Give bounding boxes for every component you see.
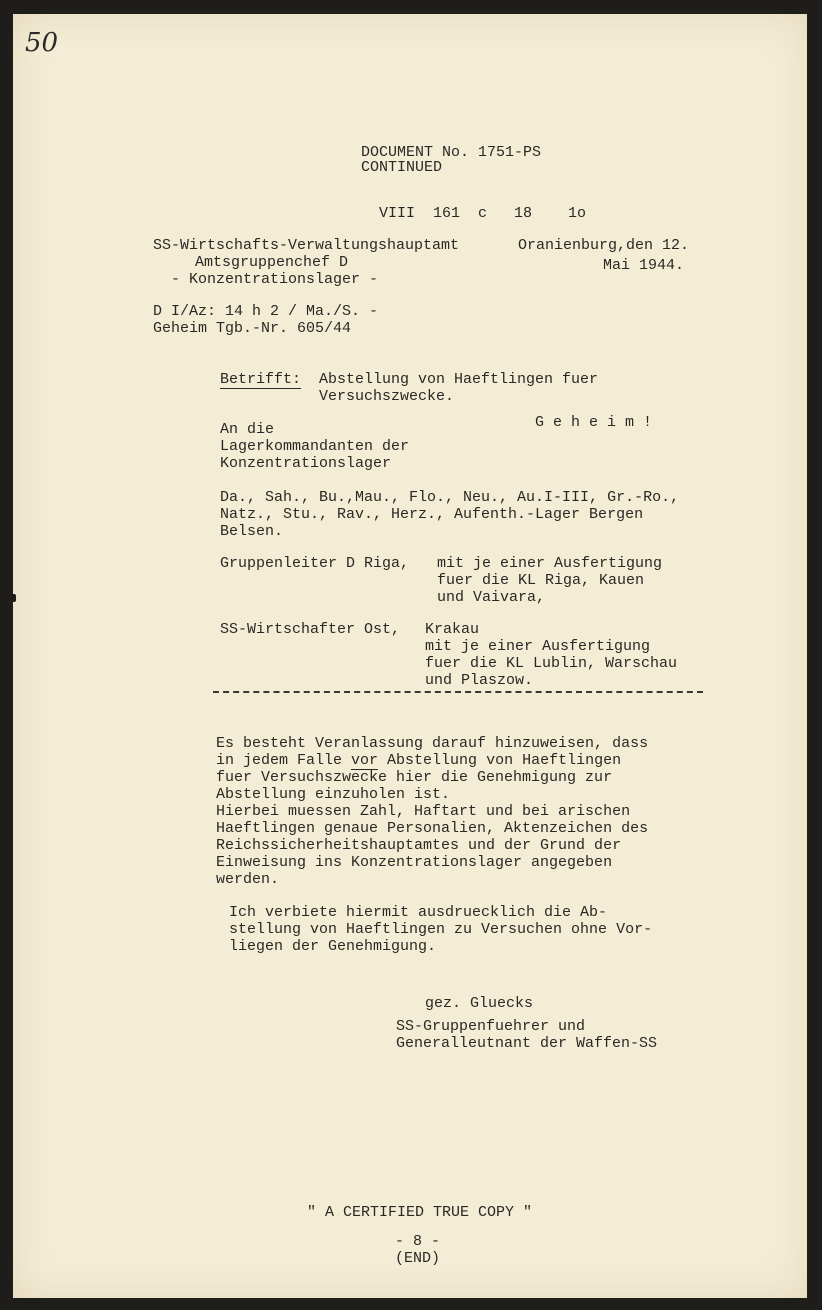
classification-secret: G e h e i m ! bbox=[535, 414, 653, 431]
body1-line-9: werden. bbox=[216, 871, 280, 888]
place-date: Oranienburg,den 12. bbox=[518, 237, 690, 254]
dashed-separator bbox=[213, 691, 703, 693]
ost-line-2: mit je einer Ausfertigung bbox=[425, 638, 651, 655]
recipient-line-3: Konzentrationslager bbox=[220, 455, 392, 472]
signature-rank: SS-Gruppenfuehrer und bbox=[396, 1018, 586, 1035]
secret-journal-number: Geheim Tgb.-Nr. 605/44 bbox=[153, 320, 352, 337]
body2-line-2: stellung von Haeftlingen zu Versuchen ohne Vor- bbox=[229, 921, 653, 938]
camps-line-3: Belsen. bbox=[220, 523, 284, 540]
reference-number: D I/Az: 14 h 2 / Ma./S. - bbox=[153, 303, 379, 320]
riga-line-3: und Vaivara, bbox=[437, 589, 546, 606]
body1-line-4: Abstellung einzuholen ist. bbox=[216, 786, 451, 803]
handwritten-page-number: 50 bbox=[25, 28, 59, 58]
body1-line-2-post: Abstellung von Haeftlingen bbox=[378, 752, 622, 769]
end-marker: (END) bbox=[395, 1250, 441, 1267]
sender-department: Amtsgruppenchef D bbox=[195, 254, 349, 271]
recipient-line-2: Lagerkommandanten der bbox=[220, 438, 410, 455]
ost-line-4: und Plaszow. bbox=[425, 672, 534, 689]
body2-line-3: liegen der Genehmigung. bbox=[229, 938, 437, 955]
file-number: VIII 161 c 18 1o bbox=[379, 205, 587, 222]
signature-title: Generalleutnant der Waffen-SS bbox=[396, 1035, 658, 1052]
recipient-line-1: An die bbox=[220, 421, 275, 438]
body1-line-6: Haeftlingen genaue Personalien, Aktenzeichen des bbox=[216, 820, 649, 837]
document-continued: CONTINUED bbox=[361, 159, 443, 176]
body1-line-2-pre: in jedem Falle bbox=[216, 752, 352, 769]
subject-line-1: Abstellung von Haeftlingen fuer bbox=[319, 371, 599, 388]
body1-line-2 bbox=[216, 752, 621, 769]
subject-label: Betrifft: bbox=[220, 371, 302, 388]
signature-name: gez. Gluecks bbox=[425, 995, 534, 1012]
document-number: DOCUMENT No. 1751-PS bbox=[361, 144, 542, 161]
page-number: - 8 - bbox=[395, 1233, 441, 1250]
ost-line-3: fuer die KL Lublin, Warschau bbox=[425, 655, 678, 672]
riga-line-1: mit je einer Ausfertigung bbox=[437, 555, 663, 572]
riga-recipient-label: Gruppenleiter D Riga, bbox=[220, 555, 410, 572]
body1-line-5: Hierbei muessen Zahl, Haftart und bei arischen bbox=[216, 803, 631, 820]
sender-office: SS-Wirtschafts-Verwaltungshauptamt bbox=[153, 237, 460, 254]
subject-line-2: Versuchszwecke. bbox=[319, 388, 455, 405]
body1-line-7: Reichssicherheitshauptamtes und der Grund der bbox=[216, 837, 622, 854]
date-month-year: Mai 1944. bbox=[603, 257, 685, 274]
riga-line-2: fuer die KL Riga, Kauen bbox=[437, 572, 645, 589]
certified-true-copy: " A CERTIFIED TRUE COPY " bbox=[307, 1204, 533, 1221]
document-page bbox=[13, 14, 807, 1298]
camps-line-2: Natz., Stu., Rav., Herz., Aufenth.-Lager Bergen bbox=[220, 506, 644, 523]
body1-line-8: Einweisung ins Konzentrationslager angegeben bbox=[216, 854, 613, 871]
body1-line-3: fuer Versuchszwecke hier die Genehmigung zur bbox=[216, 769, 613, 786]
camps-line-1: Da., Sah., Bu.,Mau., Flo., Neu., Au.I-III, Gr.-Ro., bbox=[220, 489, 680, 506]
ost-line-1: Krakau bbox=[425, 621, 480, 638]
body1-line-1: Es besteht Veranlassung darauf hinzuweisen, dass bbox=[216, 735, 649, 752]
body2-line-1: Ich verbiete hiermit ausdruecklich die Ab- bbox=[229, 904, 608, 921]
sender-subtitle: - Konzentrationslager - bbox=[171, 271, 379, 288]
emphasis-vor: vor bbox=[351, 752, 379, 769]
ost-recipient-label: SS-Wirtschafter Ost, bbox=[220, 621, 401, 638]
binding-mark bbox=[11, 594, 16, 602]
